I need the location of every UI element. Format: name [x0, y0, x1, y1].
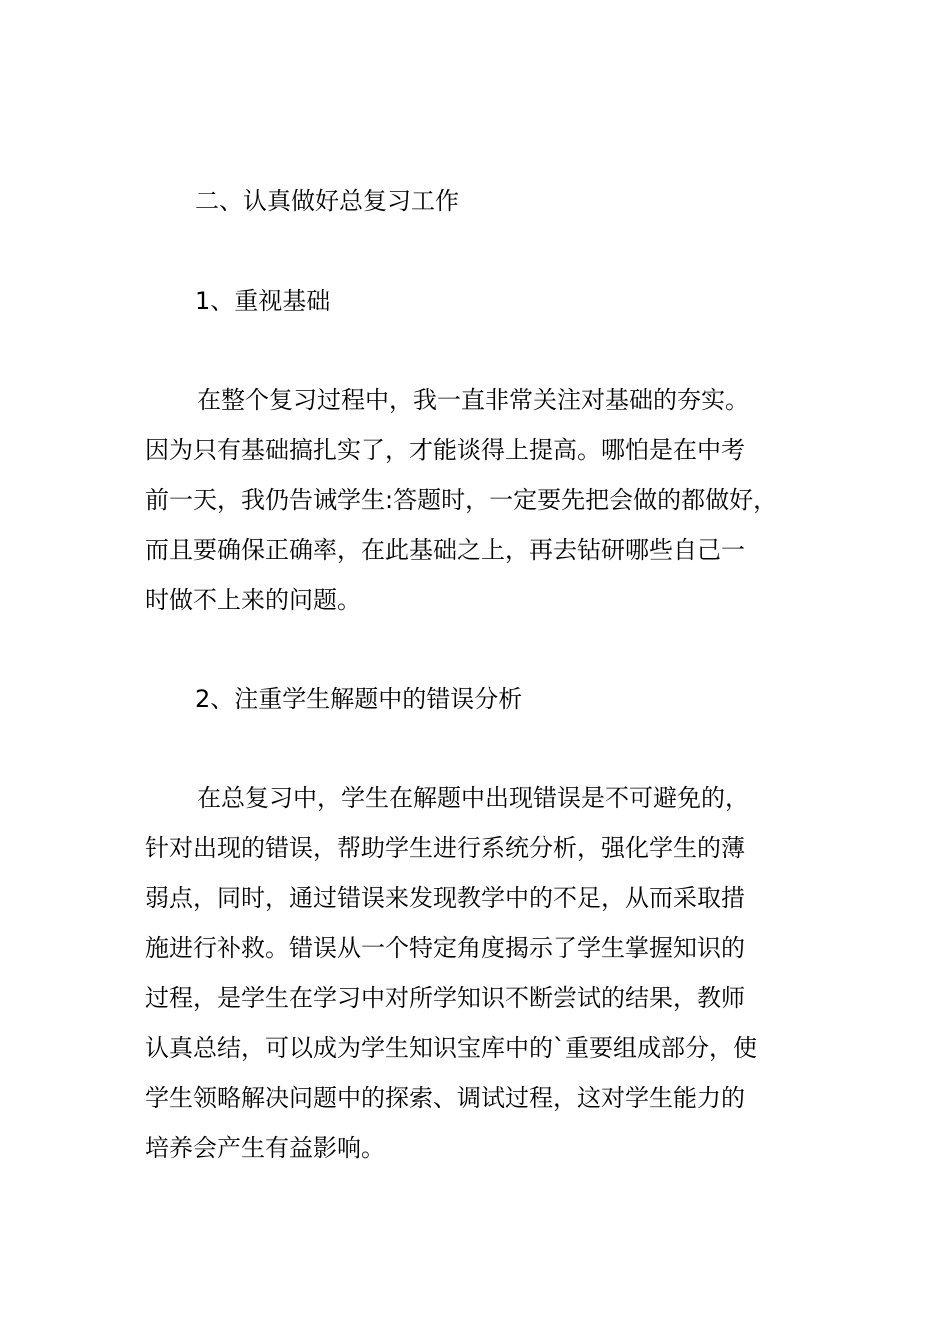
paragraph-line: 弱点，同时，通过错误来发现教学中的不足，从而采取措: [145, 884, 745, 912]
paragraph-line: 在整个复习过程中，我一直非常关注对基础的夯实。: [197, 386, 749, 414]
paragraph-line: 而且要确保正确率，在此基础之上，再去钻研哪些自己一: [145, 536, 745, 564]
paragraph-line: 前一天，我仍告诫学生:答题时，一定要先把会做的都做好，: [145, 486, 778, 514]
subsection-heading-1: 1、重视基础: [195, 287, 331, 315]
subsection-heading-2: 2、注重学生解题中的错误分析: [195, 685, 523, 713]
paragraph-line: 在总复习中，学生在解题中出现错误是不可避免的，: [197, 784, 749, 812]
paragraph-basics: [145, 375, 835, 625]
paragraph-line: 施进行补救。错误从一个特定角度揭示了学生掌握知识的: [145, 934, 745, 962]
section-heading: 二、认真做好总复习工作: [195, 187, 459, 215]
paragraph-line: 学生领略解决问题中的探索、调试过程，这对学生能力的: [145, 1084, 745, 1112]
paragraph-line: 因为只有基础搞扎实了，才能谈得上提高。哪怕是在中考: [145, 436, 745, 464]
paragraph-line: 针对出现的错误，帮助学生进行系统分析，强化学生的薄: [145, 834, 745, 862]
paragraph-line: 培养会产生有益影响。: [145, 1134, 385, 1162]
paragraph-line: 过程，是学生在学习中对所学知识不断尝试的结果，教师: [145, 984, 745, 1012]
paragraph-line: 认真总结，可以成为学生知识宝库中的`重要组成部分，使: [145, 1034, 757, 1062]
paragraph-line: 时做不上来的问题。: [145, 586, 361, 614]
paragraph-error-analysis: [145, 773, 835, 1173]
